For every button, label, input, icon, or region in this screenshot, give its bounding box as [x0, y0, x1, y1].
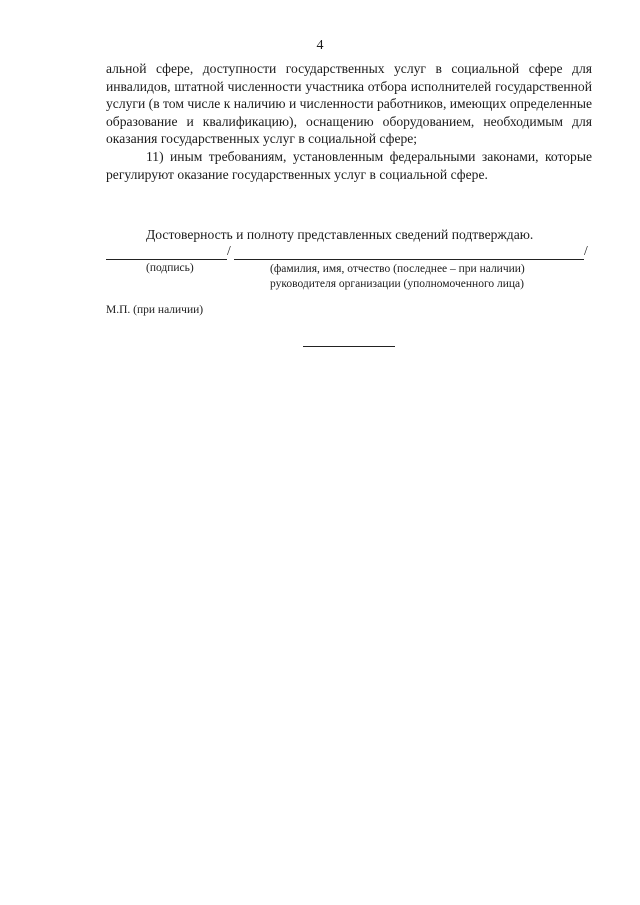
signature-separator: /: [227, 243, 231, 258]
name-rule: [234, 259, 584, 260]
name-caption: [270, 262, 525, 291]
signature-caption: (подпись): [146, 262, 194, 274]
name-end-separator: /: [584, 243, 588, 258]
confirmation-text: Достоверность и полноту представленных сведений подтверждаю.: [146, 227, 534, 242]
body-text: [106, 60, 592, 183]
paragraph-item-11: 11) иным требованиям, установленным федеральными законами, которые регулируют оказание государственных услуг в социальной сфере.: [106, 148, 592, 182]
signature-rule: [106, 259, 227, 260]
signature-line: [106, 243, 591, 261]
name-caption-line2: руководителя организации (уполномоченного лица): [270, 277, 524, 290]
seal-note: М.П. (при наличии): [106, 304, 204, 316]
end-rule: [303, 346, 395, 347]
paragraph-continuation: альной сфере, доступности государственных услуг в социальной сфере для инвалидов, штатной численности участника отбора исполнителей государственной услуги (в том числе к наличию и численности работников, имеющих определенные образование и квалификацию), оснащению оборудованием, необходимым для оказания государственных услуг в социальной сфере;: [106, 61, 592, 147]
name-caption-line1: (фамилия, имя, отчество (последнее – при наличии): [270, 263, 525, 275]
page-number: 4: [316, 38, 324, 53]
